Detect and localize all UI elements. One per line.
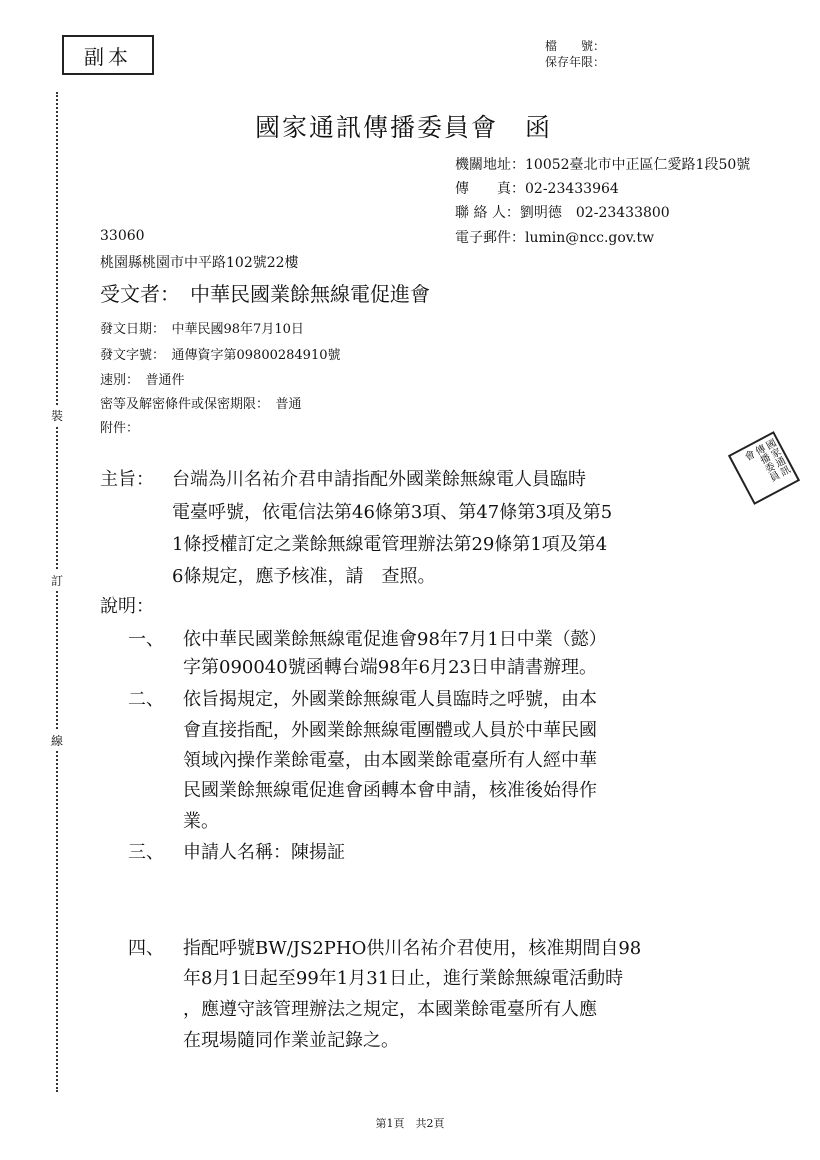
item-line: 會直接指配，外國業餘無線電團體或人員於中華民國 bbox=[183, 720, 597, 741]
item-line: 依旨揭規定，外國業餘無線電人員臨時之呼號，由本 bbox=[183, 689, 597, 710]
sender-email: 電子郵件：lumin@ncc.gov.tw bbox=[455, 230, 655, 246]
page-footer: 第1頁 共2頁 bbox=[375, 1117, 445, 1130]
recipient-line: 受文者： 中華民國業餘無線電促進會 bbox=[100, 282, 430, 306]
item-line: 申請人名稱：陳揚証 bbox=[183, 842, 345, 863]
sender-fax: 傳 真：02-23433964 bbox=[455, 181, 619, 197]
item-number: 四、 bbox=[128, 938, 164, 959]
document-number: 發文字號： 通傳資字第09800284910號 bbox=[100, 348, 341, 363]
retention-label: 保存年限： bbox=[545, 55, 606, 69]
item-line: 字第090040號函轉台端98年6月23日申請書辦理。 bbox=[183, 657, 597, 678]
sender-contact: 聯 絡 人：劉明德 02-23433800 bbox=[455, 205, 670, 221]
delivery-speed: 速別： 普通件 bbox=[100, 373, 185, 388]
attachments: 附件： bbox=[100, 421, 140, 436]
explanation-label: 說明： bbox=[100, 596, 154, 617]
document-title: 國家通訊傳播委員會 函 bbox=[255, 113, 553, 142]
item-line: 領域內操作業餘電臺，由本國業餘電臺所有人經中華 bbox=[183, 750, 597, 771]
subject-line: 1條授權訂定之業餘無線電管理辦法第29條第1項及第4 bbox=[172, 534, 608, 555]
issue-date: 發文日期： 中華民國98年7月10日 bbox=[100, 322, 304, 337]
subject-line: 台端為川名祐介君申請指配外國業餘無線電人員臨時 bbox=[172, 469, 586, 490]
margin-mark-line: 線 bbox=[50, 730, 64, 751]
item-line: 業。 bbox=[183, 811, 219, 832]
item-line: 民國業餘無線電促進會函轉本會申請，核准後始得作 bbox=[183, 780, 597, 801]
item-number: 二、 bbox=[128, 689, 164, 710]
copy-stamp-box bbox=[62, 35, 154, 75]
subject-line: 6條規定，應予核准，請 查照。 bbox=[172, 566, 436, 587]
margin-mark-bind: 裝 bbox=[50, 405, 64, 426]
item-line: 依中華民國業餘無線電促進會98年7月1日中業（懿） bbox=[183, 629, 607, 650]
recipient-postal-code: 33060 bbox=[100, 228, 145, 244]
agency-seal-stamp bbox=[728, 431, 800, 505]
classification: 密等及解密條件或保密期限： 普通 bbox=[100, 397, 302, 412]
subject-label: 主旨： bbox=[100, 469, 154, 490]
file-number-label: 檔 號： bbox=[545, 39, 606, 53]
item-number: 一、 bbox=[128, 629, 164, 650]
recipient-address: 桃園縣桃園市中平路102號22樓 bbox=[100, 255, 299, 271]
item-line: 在現場隨同作業並記錄之。 bbox=[183, 1030, 399, 1051]
subject-line: 電臺呼號，依電信法第46條第3項、第47條第3項及第5 bbox=[172, 502, 613, 523]
seal-text: 國家通訊傳播委員會 bbox=[740, 437, 791, 484]
item-line: ，應遵守該管理辦法之規定，本國業餘電臺所有人應 bbox=[183, 999, 597, 1020]
item-line: 指配呼號BW/JS2PHO供川名祐介君使用，核准期間自98 bbox=[183, 938, 642, 959]
binding-dashed-line bbox=[56, 92, 58, 1092]
margin-mark-staple: 訂 bbox=[50, 570, 64, 591]
item-number: 三、 bbox=[128, 842, 164, 863]
item-line: 年8月1日起至99年1月31日止，進行業餘無線電活動時 bbox=[183, 968, 624, 989]
copy-label: 副本 bbox=[84, 44, 132, 69]
sender-address: 機關地址：10052臺北市中正區仁愛路1段50號 bbox=[455, 157, 751, 173]
